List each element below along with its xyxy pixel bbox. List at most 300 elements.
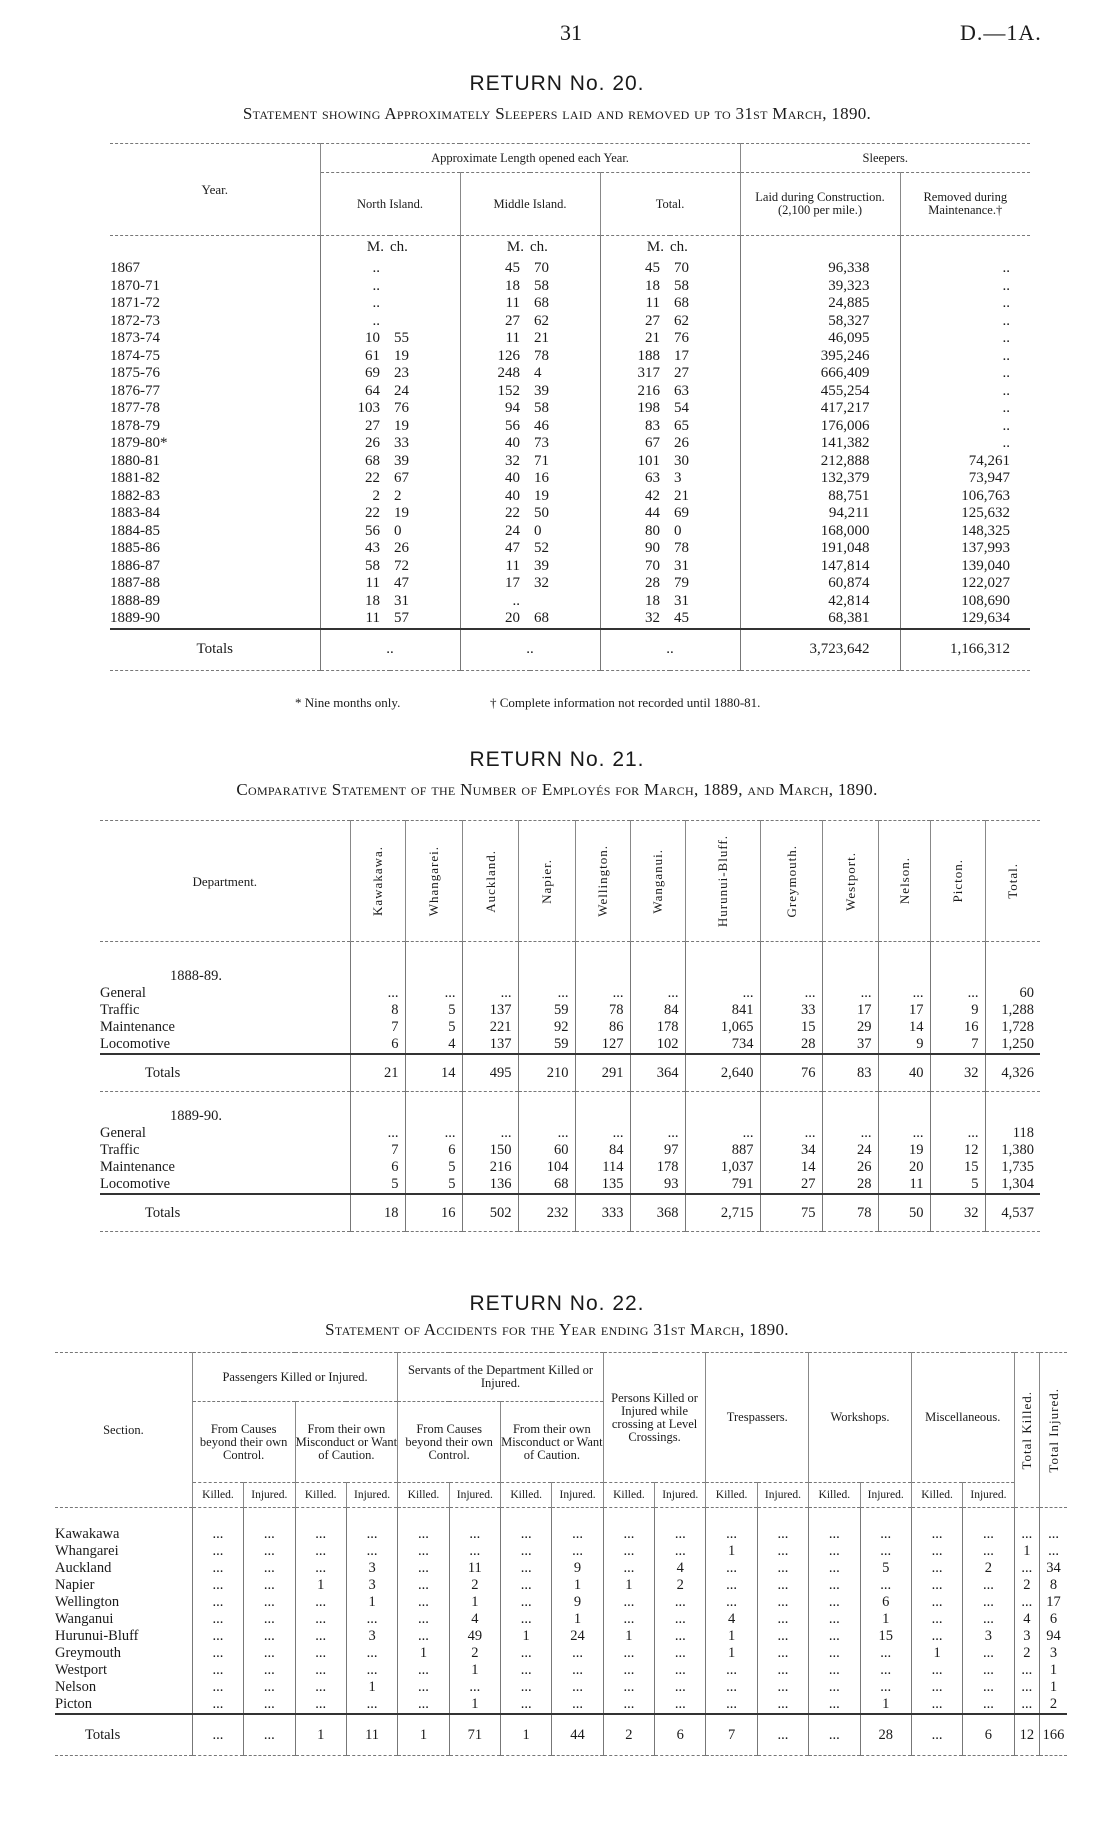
spacer-cell <box>462 942 518 986</box>
value-cell: 1 <box>449 1594 500 1611</box>
value-cell: ... <box>603 1645 654 1662</box>
value-cell: ... <box>706 1526 757 1543</box>
value-cell: ... <box>1014 1679 1039 1696</box>
middle-miles-cell: 126 <box>460 348 530 366</box>
removed-total-cell: 1,166,312 <box>900 629 1030 671</box>
removed-cell: .. <box>900 260 1030 278</box>
section-cell: Westport <box>55 1662 107 1678</box>
col-injured: Injured. <box>244 1483 295 1508</box>
value-cell: ... <box>501 1577 552 1594</box>
total-cell: 4,326 <box>985 1054 1040 1092</box>
department-cell: Maintenance <box>100 1159 175 1175</box>
value-cell: 3 <box>346 1577 397 1594</box>
north-chains-cell: 2 <box>394 487 402 504</box>
total-chains-cell: 26 <box>674 435 689 451</box>
value-cell: ... <box>911 1628 962 1645</box>
value-cell: ... <box>295 1543 346 1560</box>
year-cell: 1876-77 <box>110 382 160 399</box>
value-cell: ... <box>630 985 685 1002</box>
value-cell: ... <box>244 1696 295 1714</box>
value-cell: ... <box>346 1543 397 1560</box>
col-greymouth: Greymouth. <box>783 844 799 918</box>
period-label: 1888-89. <box>170 968 222 984</box>
value-cell: 19 <box>878 1142 930 1159</box>
value-cell: ... <box>575 1125 630 1142</box>
value-cell: ... <box>760 985 822 1002</box>
value-cell: ... <box>398 1611 449 1628</box>
total-cell: ... <box>192 1714 243 1756</box>
laid-cell: 96,338 <box>740 260 900 278</box>
spacer-cell <box>809 1508 860 1527</box>
section-cell: Nelson <box>55 1679 97 1695</box>
value-cell: 3 <box>346 1628 397 1645</box>
total-cell: 32 <box>930 1054 985 1092</box>
value-cell: 1,250 <box>985 1036 1040 1054</box>
middle-miles-cell: 248 <box>460 365 530 383</box>
total-miles-cell: 83 <box>600 418 670 436</box>
value-cell: ... <box>501 1594 552 1611</box>
col-passengers-own: From their own Misconduct or Want of Caution. <box>295 1402 398 1483</box>
total-cell: ... <box>809 1714 860 1756</box>
total-cell: 83 <box>822 1054 878 1092</box>
middle-chains-cell: 71 <box>534 452 549 469</box>
north-chains-cell: 39 <box>394 452 409 469</box>
col-injured: Injured. <box>346 1483 397 1508</box>
table-row <box>100 1019 1040 1036</box>
laid-total-cell: 3,723,642 <box>740 629 900 671</box>
value-cell: ... <box>963 1577 1014 1594</box>
employees-table <box>100 820 1040 1232</box>
total-cell: 76 <box>760 1054 822 1092</box>
total-cell: 18 <box>350 1194 405 1232</box>
spacer-cell <box>655 1508 706 1527</box>
north-miles-cell: 61 <box>320 348 390 366</box>
middle-chains-cell: 39 <box>534 557 549 574</box>
value-cell: 1 <box>346 1594 397 1611</box>
value-cell: 78 <box>575 1002 630 1019</box>
total-chains-cell: 0 <box>674 522 682 539</box>
col-department: Department. <box>192 873 258 889</box>
middle-chains-cell: 62 <box>534 312 549 329</box>
value-cell: 5 <box>860 1560 911 1577</box>
total-miles-cell: 42 <box>600 488 670 506</box>
value-cell: ... <box>911 1543 962 1560</box>
spacer-cell <box>501 1508 552 1527</box>
value-cell: 734 <box>685 1036 760 1054</box>
value-cell: ... <box>192 1594 243 1611</box>
total-cell: 166 <box>1040 1714 1067 1756</box>
units-row <box>110 236 1030 261</box>
value-cell: ... <box>603 1662 654 1679</box>
north-miles-cell: 2 <box>320 488 390 506</box>
value-cell: 4 <box>655 1560 706 1577</box>
spacer-cell <box>518 942 575 986</box>
value-cell: 11 <box>878 1176 930 1194</box>
totals-row <box>110 629 1030 671</box>
removed-cell: 139,040 <box>900 558 1030 576</box>
value-cell: 15 <box>860 1628 911 1645</box>
value-cell: ... <box>398 1577 449 1594</box>
col-injured: Injured. <box>552 1483 603 1508</box>
value-cell: 1 <box>449 1696 500 1714</box>
removed-cell: .. <box>900 348 1030 366</box>
value-cell: ... <box>911 1577 962 1594</box>
value-cell: 11 <box>449 1560 500 1577</box>
value-cell: 1 <box>860 1696 911 1714</box>
north-chains-cell <box>390 278 460 296</box>
value-cell: 60 <box>985 985 1040 1002</box>
spacer-cell <box>575 942 630 986</box>
value-cell: 1,065 <box>685 1019 760 1036</box>
total-cell: 78 <box>822 1194 878 1232</box>
period-label: 1889-90. <box>170 1108 222 1124</box>
table-row <box>100 1002 1040 1019</box>
table-row <box>100 1176 1040 1194</box>
removed-cell: .. <box>900 400 1030 418</box>
middle-chains-cell: 50 <box>534 505 549 521</box>
col-auckland: Auckland. <box>482 849 498 913</box>
value-cell: ... <box>501 1696 552 1714</box>
total-cell: 12 <box>1014 1714 1039 1756</box>
total-miles-cell: 216 <box>600 383 670 401</box>
table-row <box>110 365 1030 383</box>
value-cell: 49 <box>449 1628 500 1645</box>
value-cell: ... <box>963 1594 1014 1611</box>
total-chains-cell: 31 <box>674 557 689 574</box>
value-cell: ... <box>295 1526 346 1543</box>
value-cell: ... <box>350 985 405 1002</box>
value-cell: ... <box>655 1645 706 1662</box>
year-cell: 1888-89 <box>110 592 160 609</box>
laid-cell: 395,246 <box>740 348 900 366</box>
col-servants-own: From their own Misconduct or Want of Caution. <box>501 1402 604 1483</box>
value-cell: 1 <box>911 1645 962 1662</box>
value-cell: 1 <box>552 1611 603 1628</box>
spacer-cell <box>911 1508 962 1527</box>
total-miles-cell: 11 <box>600 295 670 313</box>
table-row <box>55 1543 1067 1560</box>
value-cell: ... <box>757 1662 808 1679</box>
total-miles-cell: 90 <box>600 540 670 558</box>
value-cell: ... <box>346 1662 397 1679</box>
value-cell: ... <box>822 1125 878 1142</box>
removed-cell: 137,993 <box>900 540 1030 558</box>
value-cell: 15 <box>930 1159 985 1176</box>
spacer-cell <box>346 1508 397 1527</box>
removed-cell: 148,325 <box>900 523 1030 541</box>
col-picton: Picton. <box>950 859 965 903</box>
total-chains-cell: 3 <box>674 470 682 486</box>
total-chains-cell: 76 <box>674 330 689 346</box>
year-cell: 1880-81 <box>110 452 160 469</box>
value-cell: 6 <box>405 1142 462 1159</box>
value-cell: 12 <box>930 1142 985 1159</box>
year-cell: 1879-80* <box>110 435 168 451</box>
table-row <box>100 985 1040 1002</box>
value-cell: 5 <box>405 1176 462 1194</box>
value-cell: ... <box>1040 1543 1067 1560</box>
total-cell: ... <box>911 1714 962 1756</box>
year-cell: 1867 <box>110 260 140 276</box>
total-chains-cell: 70 <box>674 260 689 276</box>
value-cell: ... <box>963 1543 1014 1560</box>
value-cell: 33 <box>760 1002 822 1019</box>
middle-chains-cell: 16 <box>534 470 549 486</box>
spacer-cell <box>757 1508 808 1527</box>
value-cell: 2 <box>963 1560 1014 1577</box>
value-cell: 7 <box>350 1019 405 1036</box>
col-length-group: Approximate Length opened each Year. <box>320 144 740 173</box>
total-miles-cell: 45 <box>600 260 670 278</box>
value-cell: ... <box>603 1560 654 1577</box>
spacer-cell <box>760 942 822 986</box>
col-trespassers: Trespassers. <box>706 1353 809 1483</box>
year-cell: 1884-85 <box>110 522 160 539</box>
removed-cell: 122,027 <box>900 575 1030 593</box>
value-cell: ... <box>518 1125 575 1142</box>
value-cell: 1,037 <box>685 1159 760 1176</box>
value-cell: ... <box>501 1679 552 1696</box>
total-cell: 6 <box>963 1714 1014 1756</box>
middle-miles-cell: 40 <box>460 488 530 506</box>
value-cell: ... <box>757 1594 808 1611</box>
table-row <box>110 435 1030 453</box>
value-cell: 114 <box>575 1159 630 1176</box>
value-cell: ... <box>552 1526 603 1543</box>
total-chains-cell: 27 <box>674 365 689 381</box>
value-cell: ... <box>449 1526 500 1543</box>
north-miles-cell: 68 <box>320 453 390 471</box>
section-cell: Hurunui-Bluff <box>55 1628 139 1644</box>
total-cell: 495 <box>462 1054 518 1092</box>
value-cell: 216 <box>462 1159 518 1176</box>
year-cell: 1885-86 <box>110 540 160 556</box>
value-cell: 150 <box>462 1142 518 1159</box>
value-cell: ... <box>192 1560 243 1577</box>
spacer-cell <box>603 1508 654 1527</box>
document-reference: D.—1A. <box>960 20 1042 45</box>
table-row <box>110 453 1030 471</box>
value-cell: 1,728 <box>985 1019 1040 1036</box>
laid-cell: 147,814 <box>740 558 900 576</box>
value-cell: 68 <box>518 1176 575 1194</box>
north-chains-cell: 26 <box>394 540 409 556</box>
value-cell: ... <box>346 1526 397 1543</box>
middle-chains-cell: 73 <box>534 435 549 451</box>
total-miles-cell: 18 <box>600 278 670 296</box>
value-cell: ... <box>244 1628 295 1645</box>
year-cell: 1877-78 <box>110 400 160 416</box>
value-cell: ... <box>346 1611 397 1628</box>
north-miles-cell: 27 <box>320 418 390 436</box>
value-cell: ... <box>449 1543 500 1560</box>
value-cell: ... <box>655 1679 706 1696</box>
return-21-subtitle: Comparative Statement of the Number of Employés for March, 1889, and March, 1890. <box>236 780 878 799</box>
north-chains-cell: 57 <box>394 610 409 626</box>
value-cell: ... <box>501 1526 552 1543</box>
col-nelson: Nelson. <box>896 857 912 905</box>
total-cell: ... <box>757 1714 808 1756</box>
middle-chains-cell: 70 <box>534 260 549 276</box>
value-cell: 137 <box>462 1036 518 1054</box>
total-chains-cell: 79 <box>674 575 689 591</box>
value-cell: 29 <box>822 1019 878 1036</box>
total-miles-cell: 80 <box>600 523 670 541</box>
removed-cell: .. <box>900 330 1030 348</box>
totals-label: Totals <box>145 1064 181 1081</box>
value-cell: ... <box>244 1526 295 1543</box>
total-miles-cell: 18 <box>600 593 670 611</box>
north-miles-cell: 69 <box>320 365 390 383</box>
value-cell: 37 <box>822 1036 878 1054</box>
north-chains-cell: 72 <box>394 557 409 574</box>
department-cell: General <box>100 1125 146 1141</box>
value-cell: ... <box>655 1526 706 1543</box>
value-cell: 16 <box>930 1019 985 1036</box>
total-chains-cell: 78 <box>674 540 689 556</box>
value-cell: 178 <box>630 1159 685 1176</box>
north-miles-cell: 11 <box>320 575 390 593</box>
value-cell: ... <box>192 1662 243 1679</box>
middle-chains-cell: 68 <box>534 610 549 626</box>
middle-chains-cell: 4 <box>534 365 542 381</box>
value-cell: 6 <box>860 1594 911 1611</box>
value-cell: ... <box>860 1645 911 1662</box>
middle-miles-cell: 40 <box>460 470 530 488</box>
spacer-cell <box>985 1092 1040 1126</box>
removed-cell: .. <box>900 418 1030 436</box>
north-chains-cell: 67 <box>394 470 409 486</box>
value-cell: ... <box>757 1645 808 1662</box>
value-cell: 28 <box>760 1036 822 1054</box>
north-miles-cell: 56 <box>320 523 390 541</box>
value-cell: ... <box>809 1696 860 1714</box>
total-chains-cell: 58 <box>674 277 689 294</box>
removed-cell: .. <box>900 278 1030 296</box>
year-cell: 1881-82 <box>110 470 160 486</box>
spacer-cell <box>55 1508 192 1527</box>
table-row <box>100 1036 1040 1054</box>
total-cell: 16 <box>405 1194 462 1232</box>
spacer-cell <box>630 1092 685 1126</box>
north-chains-cell: 31 <box>394 592 409 609</box>
total-chains-cell: 45 <box>674 610 689 626</box>
middle-chains-cell: 39 <box>534 382 549 399</box>
value-cell: ... <box>244 1577 295 1594</box>
value-cell: ... <box>1014 1594 1039 1611</box>
total-cell: 1 <box>295 1714 346 1756</box>
value-cell: ... <box>860 1543 911 1560</box>
col-laid: Laid during Construction. (2,100 per mile.) <box>740 173 900 236</box>
value-cell: 887 <box>685 1142 760 1159</box>
value-cell: 6 <box>1040 1611 1067 1628</box>
value-cell: 24 <box>552 1628 603 1645</box>
value-cell: ... <box>809 1628 860 1645</box>
middle-chains-cell: 46 <box>534 417 549 434</box>
table-row <box>55 1696 1067 1714</box>
north-miles-cell: .. <box>320 278 390 296</box>
spacer-cell <box>822 1092 878 1126</box>
total-chains-cell: 17 <box>674 347 689 364</box>
value-cell: 1,288 <box>985 1002 1040 1019</box>
value-cell: ... <box>655 1543 706 1560</box>
value-cell: 1 <box>1014 1543 1039 1560</box>
spacer-cell <box>822 942 878 986</box>
total-miles-cell: 27 <box>600 313 670 331</box>
table-row <box>110 505 1030 523</box>
table-row <box>110 383 1030 401</box>
middle-miles-cell: 11 <box>460 330 530 348</box>
value-cell: ... <box>244 1560 295 1577</box>
value-cell: 2 <box>449 1577 500 1594</box>
value-cell: ... <box>552 1662 603 1679</box>
value-cell: ... <box>295 1645 346 1662</box>
value-cell: ... <box>655 1696 706 1714</box>
value-cell: ... <box>809 1560 860 1577</box>
value-cell: 84 <box>575 1142 630 1159</box>
value-cell: 137 <box>462 1002 518 1019</box>
department-cell: Traffic <box>100 1002 140 1018</box>
value-cell: ... <box>860 1679 911 1696</box>
value-cell: ... <box>757 1628 808 1645</box>
table-row <box>110 488 1030 506</box>
value-cell: ... <box>295 1594 346 1611</box>
table-row <box>55 1526 1067 1543</box>
total-cell: 21 <box>350 1054 405 1092</box>
middle-chains-cell: 52 <box>534 540 549 556</box>
accidents-table <box>55 1352 1067 1756</box>
value-cell: ... <box>655 1662 706 1679</box>
laid-cell: 191,048 <box>740 540 900 558</box>
year-cell: 1873-74 <box>110 330 160 346</box>
spacer-cell <box>860 1508 911 1527</box>
table-row <box>110 418 1030 436</box>
value-cell: ... <box>603 1594 654 1611</box>
table-row <box>110 575 1030 593</box>
north-chains-cell <box>390 313 460 331</box>
total-cell: 40 <box>878 1054 930 1092</box>
north-chains-cell <box>390 295 460 313</box>
table-row <box>100 1159 1040 1176</box>
department-cell: General <box>100 985 146 1001</box>
value-cell: 97 <box>630 1142 685 1159</box>
col-whangarei: Whangarei. <box>426 845 441 917</box>
value-cell: 102 <box>630 1036 685 1054</box>
value-cell: ... <box>192 1628 243 1645</box>
value-cell: ... <box>930 985 985 1002</box>
value-cell: ... <box>1014 1662 1039 1679</box>
value-cell: ... <box>295 1662 346 1679</box>
spacer-cell <box>930 942 985 986</box>
value-cell: 791 <box>685 1176 760 1194</box>
value-cell: 1 <box>1040 1679 1067 1696</box>
value-cell: ... <box>760 1125 822 1142</box>
laid-cell: 666,409 <box>740 365 900 383</box>
value-cell: 92 <box>518 1019 575 1036</box>
spacer-cell <box>350 942 405 986</box>
table-row <box>110 400 1030 418</box>
value-cell: ... <box>963 1645 1014 1662</box>
value-cell: 5 <box>405 1002 462 1019</box>
total-cell: 4,537 <box>985 1194 1040 1232</box>
middle-chains-cell: 68 <box>534 295 549 311</box>
middle-miles-cell: 40 <box>460 435 530 453</box>
value-cell: ... <box>809 1577 860 1594</box>
value-cell: 93 <box>630 1176 685 1194</box>
value-cell: 1,380 <box>985 1142 1040 1159</box>
middle-miles-cell: 32 <box>460 453 530 471</box>
total-cell: 6 <box>655 1714 706 1756</box>
